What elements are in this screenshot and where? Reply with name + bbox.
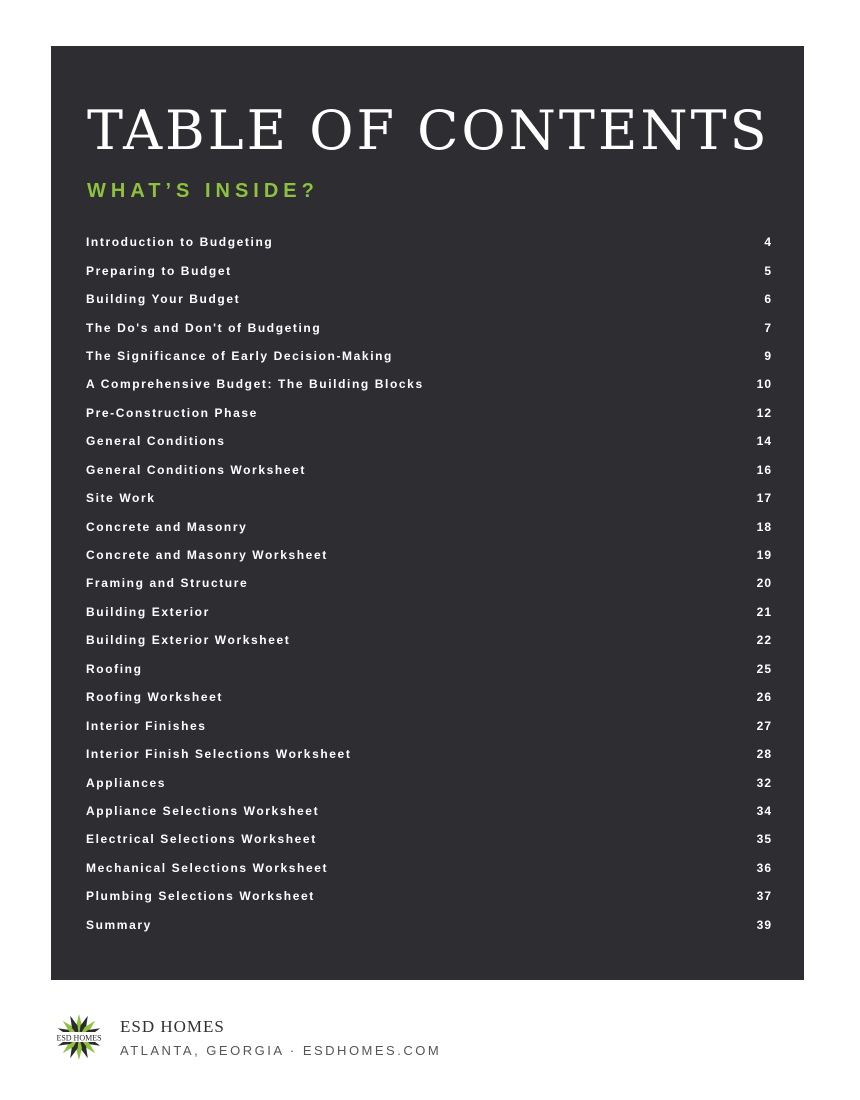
toc-entry[interactable] xyxy=(86,740,772,768)
toc-entry[interactable] xyxy=(86,342,772,370)
toc-entry-page: 26 xyxy=(756,690,772,705)
toc-entry[interactable] xyxy=(86,313,772,341)
toc-entry[interactable] xyxy=(86,825,772,853)
toc-entry-title: Interior Finishes xyxy=(86,718,207,733)
toc-entry-page: 19 xyxy=(756,548,772,563)
toc-entry-title: Electrical Selections Worksheet xyxy=(86,832,317,847)
toc-entry-title: The Do's and Don't of Budgeting xyxy=(86,320,322,335)
toc-entry-title: Site Work xyxy=(86,491,156,506)
esd-homes-logo xyxy=(54,1012,104,1062)
toc-entry[interactable] xyxy=(86,512,772,540)
toc-list xyxy=(86,228,772,939)
toc-entry-title: A Comprehensive Budget: The Building Blocks xyxy=(86,377,424,392)
toc-entry-title: Preparing to Budget xyxy=(86,263,232,278)
toc-entry-page: 14 xyxy=(756,434,772,449)
toc-entry[interactable] xyxy=(86,541,772,569)
toc-entry-title: Appliances xyxy=(86,775,167,790)
toc-entry-title: Building Exterior Worksheet xyxy=(86,633,291,648)
toc-entry-page: 37 xyxy=(756,889,772,904)
toc-entry-page: 28 xyxy=(756,747,772,762)
toc-entry[interactable] xyxy=(86,228,772,256)
toc-entry-title: General Conditions Worksheet xyxy=(86,462,306,477)
toc-entry-page: 6 xyxy=(764,292,772,307)
page-subtitle: WHAT’S INSIDE? xyxy=(87,180,319,202)
toc-entry[interactable] xyxy=(86,370,772,398)
toc-entry-title: Roofing Worksheet xyxy=(86,690,223,705)
toc-entry-page: 22 xyxy=(756,633,772,648)
toc-entry[interactable] xyxy=(86,711,772,739)
brand-name: ESD HOMES xyxy=(120,1017,225,1036)
toc-entry-page: 5 xyxy=(764,263,772,278)
logo-text: ESD HOMES xyxy=(56,1033,102,1043)
toc-entry-page: 21 xyxy=(756,604,772,619)
toc-entry-page: 27 xyxy=(756,718,772,733)
toc-entry[interactable] xyxy=(86,427,772,455)
toc-entry[interactable] xyxy=(86,598,772,626)
toc-entry[interactable] xyxy=(86,797,772,825)
toc-entry-page: 20 xyxy=(756,576,772,591)
toc-entry-title: Interior Finish Selections Worksheet xyxy=(86,747,352,762)
toc-entry[interactable] xyxy=(86,399,772,427)
toc-entry[interactable] xyxy=(86,285,772,313)
brand-tagline: ATLANTA, GEORGIA · ESDHOMES.COM xyxy=(120,1043,442,1058)
toc-entry[interactable] xyxy=(86,882,772,910)
toc-entry[interactable] xyxy=(86,911,772,939)
toc-entry-page: 35 xyxy=(756,832,772,847)
toc-entry[interactable] xyxy=(86,683,772,711)
toc-entry-page: 12 xyxy=(756,405,772,420)
toc-entry-title: Building Exterior xyxy=(86,604,210,619)
toc-entry-page: 32 xyxy=(756,775,772,790)
toc-entry-title: The Significance of Early Decision-Making xyxy=(86,348,393,363)
toc-entry-title: Appliance Selections Worksheet xyxy=(86,803,320,818)
toc-entry-page: 17 xyxy=(756,491,772,506)
toc-entry-title: General Conditions xyxy=(86,434,226,449)
toc-entry-page: 18 xyxy=(756,519,772,534)
toc-entry[interactable] xyxy=(86,256,772,284)
toc-entry-page: 34 xyxy=(756,803,772,818)
toc-entry-title: Framing and Structure xyxy=(86,576,249,591)
toc-entry[interactable] xyxy=(86,768,772,796)
toc-entry-title: Summary xyxy=(86,917,152,932)
toc-entry-title: Concrete and Masonry Worksheet xyxy=(86,548,328,563)
toc-entry-page: 4 xyxy=(764,235,772,250)
toc-entry-title: Concrete and Masonry xyxy=(86,519,248,534)
toc-entry-page: 36 xyxy=(756,860,772,875)
toc-entry-page: 10 xyxy=(756,377,772,392)
toc-entry[interactable] xyxy=(86,655,772,683)
toc-entry-page: 9 xyxy=(764,348,772,363)
toc-entry-title: Building Your Budget xyxy=(86,292,241,307)
toc-entry-title: Roofing xyxy=(86,661,143,676)
toc-entry[interactable] xyxy=(86,456,772,484)
toc-entry-title: Mechanical Selections Worksheet xyxy=(86,860,329,875)
toc-entry-page: 25 xyxy=(756,661,772,676)
toc-panel xyxy=(51,46,804,980)
toc-entry[interactable] xyxy=(86,626,772,654)
toc-entry[interactable] xyxy=(86,569,772,597)
page-title: TABLE OF CONTENTS xyxy=(87,99,770,162)
toc-entry[interactable] xyxy=(86,484,772,512)
toc-entry-title: Introduction to Budgeting xyxy=(86,235,274,250)
toc-entry-page: 7 xyxy=(764,320,772,335)
toc-entry-page: 16 xyxy=(756,462,772,477)
toc-entry-title: Pre-Construction Phase xyxy=(86,405,258,420)
toc-entry-title: Plumbing Selections Worksheet xyxy=(86,889,315,904)
toc-entry[interactable] xyxy=(86,854,772,882)
toc-entry-page: 39 xyxy=(756,917,772,932)
